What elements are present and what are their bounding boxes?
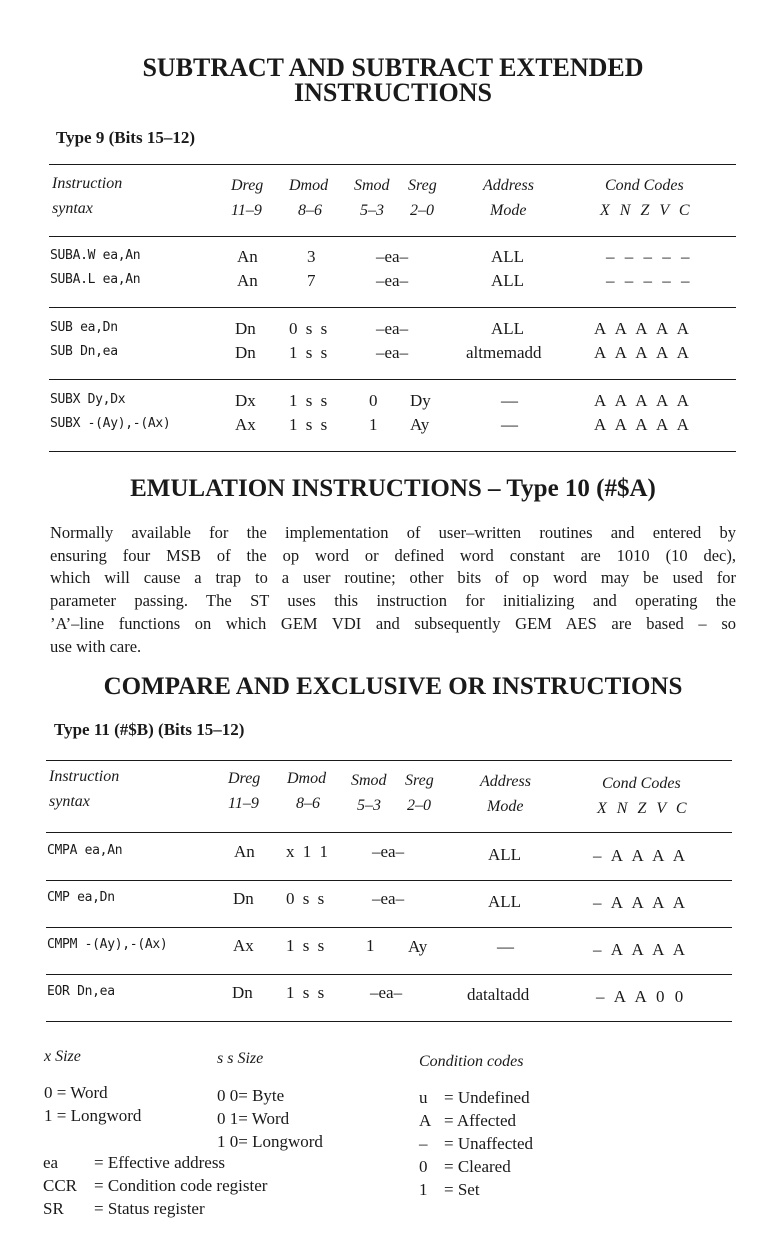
- paragraph-line: which will cause a trap to a user routine; other bits of op word may be used for: [50, 568, 736, 588]
- paragraph-line: parameter passing. The ST uses this instruction for initializing and operating the: [50, 591, 736, 611]
- cell-address: ALL: [491, 271, 525, 290]
- legend-cond-key: A: [419, 1111, 432, 1130]
- cell-sreg: Ay: [408, 937, 428, 956]
- table1-rule-2: [49, 307, 736, 308]
- cell-dreg: An: [237, 247, 258, 266]
- hdr-address: Address: [480, 773, 531, 790]
- table1-header-rule: [49, 236, 736, 237]
- hdr-syntax: Instruction: [52, 175, 123, 192]
- instr-syntax: SUBA.L ea,An: [50, 272, 141, 287]
- legend-cond-key: u: [419, 1088, 428, 1107]
- legend-abbrev-value: = Condition code register: [94, 1176, 268, 1195]
- paragraph-line: use with care.: [50, 636, 142, 656]
- cell-address: ALL: [488, 845, 522, 864]
- cell-dreg: An: [234, 842, 255, 861]
- cell-smod: 1: [369, 415, 378, 434]
- cell-dreg: Ax: [235, 415, 256, 434]
- table1-rule-3: [49, 379, 736, 380]
- instr-syntax: CMPM -(Ay),-(Ax): [47, 937, 168, 952]
- cell-smod: –ea–: [376, 343, 409, 362]
- hdr-sreg-bits: 2–0: [410, 202, 434, 219]
- legend-abbrev-key: CCR: [43, 1176, 78, 1195]
- hdr-address-mode: Mode: [487, 798, 524, 815]
- legend-ss-size-item: 1 0= Longword: [217, 1132, 323, 1151]
- legend-cond-value: = Unaffected: [444, 1134, 534, 1153]
- hdr-cond: Cond Codes: [605, 177, 684, 194]
- type-label-9: Type 9 (Bits 15–12): [56, 128, 195, 147]
- legend-cond-key: –: [419, 1134, 428, 1153]
- cell-smod: –ea–: [376, 319, 409, 338]
- hdr-address: Address: [483, 177, 534, 194]
- instr-syntax: SUBA.W ea,An: [50, 248, 141, 263]
- cell-dmod: 1 s s: [286, 983, 327, 1002]
- hdr-smod-bits: 5–3: [360, 202, 384, 219]
- cell-dmod: 7: [307, 271, 316, 290]
- cell-dmod: 0 s s: [289, 319, 330, 338]
- hdr-sreg: Sreg: [408, 177, 437, 194]
- cell-cond: A A A A A: [594, 415, 692, 434]
- legend-x-size-item: 1 = Longword: [44, 1106, 142, 1125]
- cell-cond: – A A A A: [593, 893, 689, 912]
- cell-dreg: Dn: [235, 319, 256, 338]
- section-title-subtract: SUBTRACT AND SUBTRACT EXTENDED: [142, 53, 644, 82]
- legend-cond-heading: Condition codes: [419, 1053, 524, 1070]
- hdr-syntax-2: syntax: [49, 793, 90, 810]
- legend-abbrev-key: ea: [43, 1153, 59, 1172]
- cell-dreg: Ax: [233, 936, 254, 955]
- cell-address: —: [497, 937, 514, 956]
- cell-sreg: Ay: [410, 415, 430, 434]
- instr-syntax: EOR Dn,ea: [47, 984, 115, 999]
- hdr-cond: Cond Codes: [602, 775, 681, 792]
- legend-cond-value: = Undefined: [444, 1088, 530, 1107]
- legend-ss-size-item: 0 1= Word: [217, 1109, 290, 1128]
- hdr-dreg-bits: 11–9: [228, 795, 259, 812]
- type-label-11: Type 11 (#$B) (Bits 15–12): [54, 720, 245, 739]
- table2-rule-2: [46, 880, 732, 881]
- legend-cond-key: 1: [419, 1180, 428, 1199]
- instr-syntax: SUB ea,Dn: [50, 320, 118, 335]
- hdr-dreg-bits: 11–9: [231, 202, 262, 219]
- cell-cond: A A A A A: [594, 319, 692, 338]
- cell-address: ALL: [488, 892, 522, 911]
- hdr-sreg: Sreg: [405, 772, 434, 789]
- cell-dmod: 1 s s: [286, 936, 327, 955]
- table1-top-rule: [49, 164, 736, 165]
- legend-cond-value: = Cleared: [444, 1157, 511, 1176]
- table2-rule-4: [46, 974, 732, 975]
- hdr-dmod: Dmod: [287, 770, 327, 787]
- section-title-subtract-line2: INSTRUCTIONS: [294, 78, 492, 107]
- hdr-syntax-2: syntax: [52, 200, 93, 217]
- cell-address: altmemadd: [466, 343, 542, 362]
- cell-smod: 1: [366, 936, 375, 955]
- cell-cond: A A A A A: [594, 343, 692, 362]
- hdr-smod-bits: 5–3: [357, 797, 381, 814]
- legend-x-size-item: 0 = Word: [44, 1083, 108, 1102]
- cell-cond: – A A A A: [593, 846, 689, 865]
- cell-address: —: [501, 391, 518, 410]
- cell-cond: – – – – –: [606, 271, 693, 290]
- hdr-dmod: Dmod: [289, 177, 329, 194]
- cell-dmod: 3: [307, 247, 316, 266]
- cell-cond: – A A A A: [593, 940, 689, 959]
- cell-dmod: 1 s s: [289, 415, 330, 434]
- hdr-dmod-bits: 8–6: [298, 202, 322, 219]
- legend-ss-size-heading: s s Size: [217, 1050, 264, 1067]
- paragraph-line: Normally available for the implementation of user–written routines and entered by: [50, 523, 736, 542]
- emulation-paragraph: [50, 522, 736, 658]
- legend-cond-value: = Set: [444, 1180, 480, 1199]
- hdr-cond-flags: X N Z V C: [600, 202, 693, 219]
- legend-cond-value: = Affected: [444, 1111, 517, 1130]
- legend-abbrev-value: = Status register: [94, 1199, 205, 1218]
- instr-syntax: SUBX -(Ay),-(Ax): [50, 416, 171, 431]
- legend-x-size-heading: x Size: [44, 1048, 81, 1065]
- cell-cond: A A A A A: [594, 391, 692, 410]
- cell-dreg: Dn: [235, 343, 256, 362]
- hdr-smod: Smod: [351, 772, 387, 789]
- cell-dmod: 1 s s: [289, 343, 330, 362]
- table2-rule-3: [46, 927, 732, 928]
- paragraph-line: ’A’–line functions on which GEM VDI and subsequently GEM AES are based – so: [50, 613, 736, 633]
- cell-dmod: 1 s s: [289, 391, 330, 410]
- cell-cond: – A A 0 0: [596, 987, 687, 1006]
- table2-top-rule: [46, 760, 732, 761]
- cell-dmod: x 1 1: [286, 842, 330, 861]
- cell-address: ALL: [491, 247, 525, 266]
- legend-abbrev-value: = Effective address: [94, 1153, 226, 1172]
- cell-dreg: Dx: [235, 391, 256, 410]
- table1-bottom-rule: [49, 451, 736, 452]
- cell-dmod: 0 s s: [286, 889, 327, 908]
- cell-address: ALL: [491, 319, 525, 338]
- hdr-cond-flags: X N Z V C: [597, 800, 690, 817]
- hdr-address-mode: Mode: [490, 202, 527, 219]
- legend-cond-key: 0: [419, 1157, 428, 1176]
- instr-syntax: SUBX Dy,Dx: [50, 392, 126, 407]
- section-title-compare: COMPARE AND EXCLUSIVE OR INSTRUCTIONS: [103, 673, 683, 700]
- cell-smod: –ea–: [376, 271, 409, 290]
- hdr-dmod-bits: 8–6: [296, 795, 320, 812]
- table2-bottom-rule: [46, 1021, 732, 1022]
- hdr-dreg: Dreg: [231, 177, 264, 194]
- cell-smod: 0: [369, 391, 378, 410]
- hdr-dreg: Dreg: [228, 770, 261, 787]
- cell-cond: – – – – –: [606, 247, 693, 266]
- hdr-syntax: Instruction: [49, 768, 120, 785]
- hdr-smod: Smod: [354, 177, 390, 194]
- cell-smod: –ea–: [376, 247, 409, 266]
- cell-address: dataltadd: [467, 985, 530, 1004]
- cell-dreg: Dn: [232, 983, 253, 1002]
- cell-address: —: [501, 415, 518, 434]
- instr-syntax: CMP ea,Dn: [47, 890, 115, 905]
- hdr-sreg-bits: 2–0: [407, 797, 431, 814]
- legend-abbrev-key: SR: [43, 1199, 64, 1218]
- cell-dreg: Dn: [233, 889, 254, 908]
- cell-smod: –ea–: [372, 842, 405, 861]
- cell-sreg: Dy: [410, 391, 431, 410]
- section-title-emulation: EMULATION INSTRUCTIONS – Type 10 (#$A): [130, 475, 656, 502]
- cell-dreg: An: [237, 271, 258, 290]
- table2-header-rule: [46, 832, 732, 833]
- instr-syntax: SUB Dn,ea: [50, 344, 118, 359]
- cell-smod: –ea–: [372, 889, 405, 908]
- paragraph-line: ensuring four MSB of the op word or defined word constant are 1010 (10 dec),: [50, 545, 736, 565]
- cell-smod: –ea–: [370, 983, 403, 1002]
- instr-syntax: CMPA ea,An: [47, 843, 123, 858]
- legend-ss-size-item: 0 0= Byte: [217, 1086, 285, 1105]
